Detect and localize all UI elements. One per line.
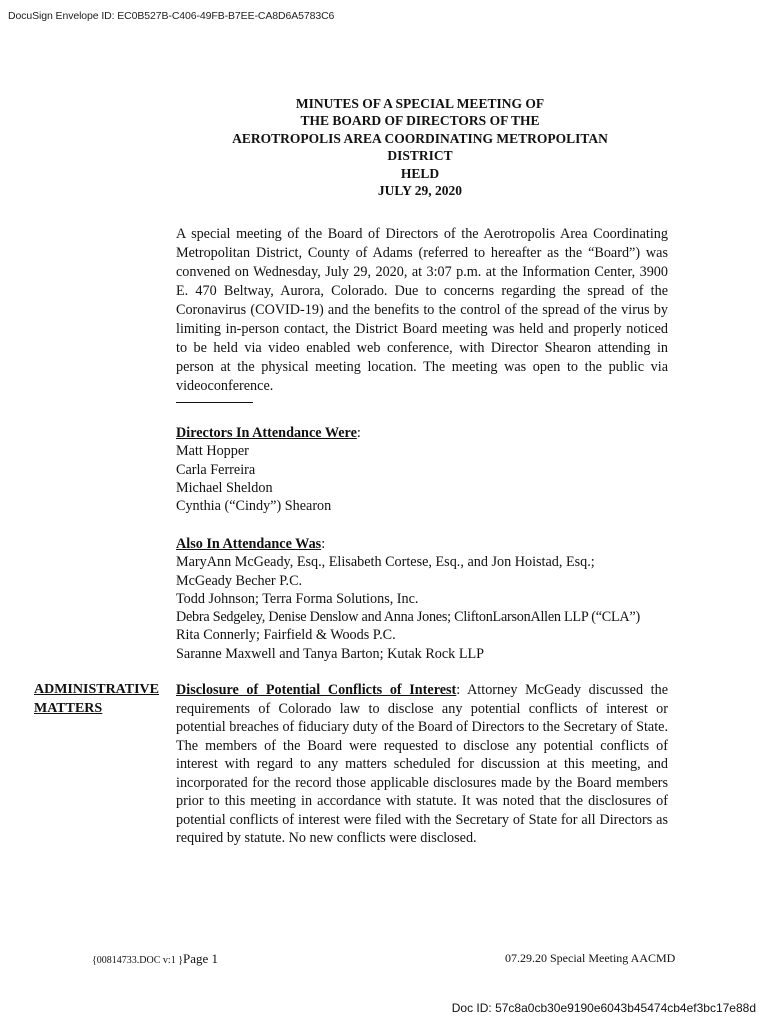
- side-heading-line: ADMINISTRATIVE: [34, 682, 159, 697]
- intro-paragraph: A special meeting of the Board of Directors of the Aerotropolis Area Coordinating Metropolitan District, County of Adams (referred to hereafter as the “Board”) was convened on Wednesday, July 29, 2020, at 3:07 p.m. at the Information Center, 3900 E. 470 Beltway, Aurora, Colorado. Due to concerns regarding the spread of the Coronavirus (COVID-19) and the benefits to the control of the spread of the virus by limiting in-person contact, the District Board meeting was held and properly noticed to be held via video enabled web conference, with Director Shearon attending in person at the physical meeting location. The meeting was open to the public via videoconference.: [176, 226, 668, 394]
- title-line: MINUTES OF A SPECIAL MEETING OF: [295, 96, 545, 111]
- director-name: Matt Hopper: [176, 443, 249, 460]
- title-line: DISTRICT: [387, 148, 453, 164]
- attendee-line: Rita Connerly; Fairfield & Woods P.C.: [176, 627, 396, 644]
- attendee-line: McGeady Becher P.C.: [176, 572, 303, 589]
- attendee-line: Saranne Maxwell and Tanya Barton; Kutak Rock LLP: [176, 645, 485, 662]
- attendee-line: Todd Johnson; Terra Forma Solutions, Inc.: [176, 590, 419, 607]
- docusign-envelope-id: DocuSign Envelope ID: EC0B527B-C406-49FB-B7EE-CA8D6A5783C6: [8, 10, 335, 22]
- footer-doc-ref: {00814733.DOC v:1 }: [92, 955, 183, 966]
- footer-page-number: Page 1: [183, 951, 219, 966]
- director-name: Michael Sheldon: [176, 479, 273, 496]
- title-line: AEROTROPOLIS AREA COORDINATING METROPOLITAN: [232, 130, 608, 146]
- doc-id: Doc ID: 57c8a0cb30e9190e6043b45474cb4ef3bc17e88d: [451, 1001, 756, 1015]
- attendee-line: MaryAnn McGeady, Esq., Elisabeth Cortese, Esq., and Jon Hoistad, Esq.;: [176, 554, 595, 571]
- directors-section: [176, 424, 676, 515]
- director-name: Carla Ferreira: [176, 461, 256, 478]
- also-attendance-section: [176, 535, 676, 663]
- footer-doc-reference: [92, 951, 218, 967]
- disclosure-paragraph: [176, 681, 668, 848]
- directors-colon: :: [356, 425, 361, 441]
- footer-meeting-label: 07.29.20 Special Meeting AACMD: [505, 951, 676, 965]
- directors-heading-line: [176, 424, 676, 442]
- disclosure-heading: Disclosure of Potential Conflicts of Interest: [176, 682, 457, 698]
- disclosure-body: Attorney McGeady discussed the requirements of Colorado law to disclose any potential conflicts of interest or potential breaches of fiduciary duty of the Board of Directors to the Secretary of State. The members of the Board were requested to disclose any potential conflicts of interest with regard to any matters scheduled for discussion at this meeting, and incorporated for the record those applicable disclosures made by the Board members prior to this meeting in accordance with statute. It was noted that the disclosures of potential conflicts of interest were filed with the Secretary of State for all Directors as required by statute. No new conflicts were disclosed.: [176, 682, 668, 846]
- director-name: Cynthia (“Cindy”) Shearon: [176, 498, 332, 515]
- title-line: JULY 29, 2020: [377, 183, 463, 199]
- also-heading-line: [176, 535, 676, 553]
- minutes-title: [170, 95, 670, 199]
- administrative-matters-heading: [34, 681, 159, 718]
- also-heading: Also In Attendance Was: [176, 536, 322, 552]
- side-heading-line: MATTERS: [34, 700, 103, 716]
- title-line: HELD: [400, 165, 440, 181]
- attendee-line: Debra Sedgeley, Denise Denslow and Anna Jones; CliftonLarsonAllen LLP (“CLA”): [176, 609, 640, 626]
- title-line: THE BOARD OF DIRECTORS OF THE: [300, 113, 540, 129]
- directors-heading: Directors In Attendance Were: [176, 425, 357, 441]
- disclosure-colon: :: [456, 682, 461, 698]
- divider-rule: [176, 402, 253, 403]
- also-colon: :: [321, 536, 326, 552]
